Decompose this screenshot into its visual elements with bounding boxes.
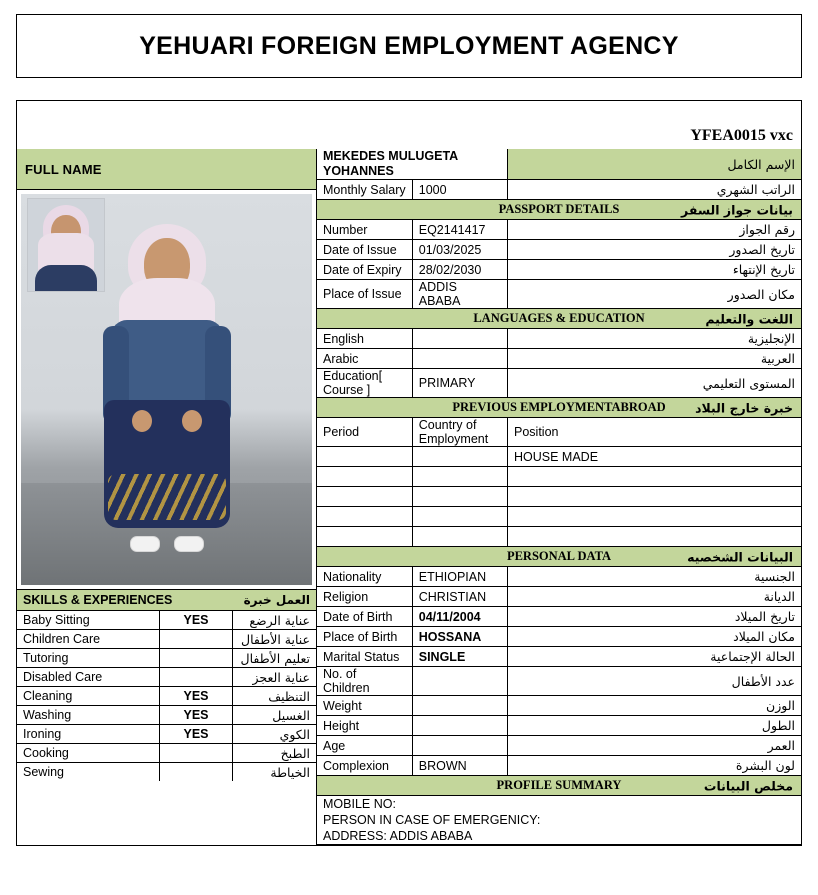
personal-section-title — [317, 547, 801, 567]
table-row — [17, 725, 316, 744]
skill-value — [160, 763, 233, 782]
skill-arabic: تعليم الأطفال — [233, 649, 317, 668]
skill-value: YES — [160, 706, 233, 725]
place-of-birth-label: Place of Birth — [317, 627, 412, 647]
employment-position: HOUSE MADE — [508, 447, 802, 467]
personal-title-ar: البيانات الشخصيه — [687, 549, 793, 564]
age-label: Age — [317, 736, 412, 756]
date-of-issue-label: Date of Issue — [317, 240, 412, 260]
date-of-birth-arabic: تاريخ الميلاد — [508, 607, 802, 627]
applicant-photo — [17, 190, 316, 590]
age-value — [412, 736, 507, 756]
employment-country — [412, 467, 507, 487]
table-row — [317, 696, 801, 716]
full-name-value: MEKEDES MULUGETA YOHANNES — [317, 149, 508, 180]
weight-label: Weight — [317, 696, 412, 716]
profile-title-en: PROFILE SUMMARY — [496, 778, 622, 792]
education-value: PRIMARY — [412, 369, 507, 398]
table-row — [317, 587, 801, 607]
employment-position — [508, 507, 802, 527]
skill-arabic: عناية الأطفال — [233, 630, 317, 649]
religion-label: Religion — [317, 587, 412, 607]
photo-stage — [21, 194, 312, 585]
table-row — [17, 744, 316, 763]
details-table — [317, 149, 801, 845]
religion-arabic: الديانة — [508, 587, 802, 607]
language-arabic-value — [412, 349, 507, 369]
table-row — [317, 736, 801, 756]
profile-line-emergency: PERSON IN CASE OF EMERGENICY: — [323, 813, 541, 827]
table-row — [317, 349, 801, 369]
table-row — [317, 527, 801, 547]
table-row — [317, 607, 801, 627]
figure-hand-left — [132, 410, 152, 432]
height-label: Height — [317, 716, 412, 736]
marital-status-arabic: الحالة الإجتماعية — [508, 647, 802, 667]
profile-section-title — [317, 776, 801, 796]
date-of-expiry-arabic: تاريخ الإنتهاء — [508, 260, 802, 280]
skill-value: YES — [160, 611, 233, 630]
skills-section-header — [17, 590, 316, 610]
reference-box — [16, 100, 802, 149]
employment-position — [508, 487, 802, 507]
skill-name: Cooking — [17, 744, 160, 763]
full-name-arabic: الإسم الكامل — [508, 149, 802, 180]
date-of-birth-value: 04/11/2004 — [412, 607, 507, 627]
passport-title-ar: بيانات جواز السفر — [681, 202, 793, 217]
full-name-header — [17, 149, 316, 190]
passport-number-value: EQ2141417 — [412, 220, 507, 240]
language-english-label: English — [317, 329, 412, 349]
skill-name: Baby Sitting — [17, 611, 160, 630]
skills-header-ar: العمل خبرة — [243, 593, 310, 607]
document-page — [0, 14, 818, 895]
table-row — [317, 260, 801, 280]
table-row — [17, 611, 316, 630]
table-row — [317, 220, 801, 240]
right-column — [317, 149, 801, 845]
place-of-birth-value: HOSSANA — [412, 627, 507, 647]
place-of-issue-arabic: مكان الصدور — [508, 280, 802, 309]
date-of-issue-value: 01/03/2025 — [412, 240, 507, 260]
employment-country — [412, 487, 507, 507]
passport-section-title — [317, 200, 801, 220]
education-label: Education[ Course ] — [317, 369, 412, 398]
agency-header — [16, 14, 802, 78]
profile-summary-body — [317, 796, 801, 845]
skill-name: Sewing — [17, 763, 160, 782]
table-row — [317, 280, 801, 309]
complexion-value: BROWN — [412, 756, 507, 776]
passport-number-label: Number — [317, 220, 412, 240]
complexion-arabic: لون البشرة — [508, 756, 802, 776]
language-arabic-arabic: العربية — [508, 349, 802, 369]
nationality-label: Nationality — [317, 567, 412, 587]
employment-title-en: PREVIOUS EMPLOYMENTABROAD — [452, 400, 666, 414]
nationality-arabic: الجنسية — [508, 567, 802, 587]
marital-status-label: Marital Status — [317, 647, 412, 667]
date-of-expiry-label: Date of Expiry — [317, 260, 412, 280]
personal-section-header — [317, 547, 801, 567]
table-row — [317, 627, 801, 647]
height-arabic: الطول — [508, 716, 802, 736]
employment-period — [317, 527, 412, 547]
table-row — [317, 329, 801, 349]
inset-torso — [35, 265, 97, 291]
language-arabic-label: Arabic — [317, 349, 412, 369]
skill-value — [160, 668, 233, 687]
languages-section-header — [317, 309, 801, 329]
page-title: YEHUARI FOREIGN EMPLOYMENT AGENCY — [139, 31, 679, 60]
skills-header-en: SKILLS & EXPERIENCES — [23, 593, 173, 607]
figure-hand-right — [182, 410, 202, 432]
age-arabic: العمر — [508, 736, 802, 756]
date-of-birth-label: Date of Birth — [317, 607, 412, 627]
languages-section-title — [317, 309, 801, 329]
employment-title-ar: خبرة خارج البلاد — [695, 400, 793, 415]
skill-name: Children Care — [17, 630, 160, 649]
table-row — [317, 240, 801, 260]
employment-country — [412, 447, 507, 467]
skill-arabic: الخياطة — [233, 763, 317, 782]
full-body-figure — [92, 224, 242, 554]
children-count-value — [412, 667, 507, 696]
figure-shoe-left — [130, 536, 160, 552]
employment-headers-row — [317, 418, 801, 447]
skill-name: Disabled Care — [17, 668, 160, 687]
full-name-label: FULL NAME — [25, 161, 102, 177]
employment-section-title — [317, 398, 801, 418]
weight-value — [412, 696, 507, 716]
table-row — [17, 649, 316, 668]
table-row — [17, 763, 316, 782]
employment-country-header: Country of Employment — [412, 418, 507, 447]
monthly-salary-row — [317, 180, 801, 200]
religion-value: CHRISTIAN — [412, 587, 507, 607]
skill-arabic: الكوي — [233, 725, 317, 744]
skill-name: Washing — [17, 706, 160, 725]
languages-title-ar: اللغت والتعليم — [705, 311, 793, 326]
employment-country — [412, 507, 507, 527]
skill-arabic: عناية الرضع — [233, 611, 317, 630]
employment-period-header: Period — [317, 418, 412, 447]
place-of-issue-label: Place of Issue — [317, 280, 412, 309]
monthly-salary-label: Monthly Salary — [317, 180, 412, 200]
table-row — [317, 369, 801, 398]
skill-arabic: الغسيل — [233, 706, 317, 725]
skill-name: Ironing — [17, 725, 160, 744]
children-count-label: No. of Children — [317, 667, 412, 696]
place-of-issue-value: ADDIS ABABA — [412, 280, 507, 309]
passport-number-arabic: رقم الجواز — [508, 220, 802, 240]
monthly-salary-value: 1000 — [412, 180, 507, 200]
employment-period — [317, 507, 412, 527]
skill-name: Tutoring — [17, 649, 160, 668]
table-row — [17, 630, 316, 649]
skill-value — [160, 649, 233, 668]
table-row — [17, 668, 316, 687]
table-row — [317, 447, 801, 467]
passport-section-header — [317, 200, 801, 220]
marital-status-value: SINGLE — [412, 647, 507, 667]
employment-position-header: Position — [508, 418, 802, 447]
date-of-issue-arabic: تاريخ الصدور — [508, 240, 802, 260]
skill-arabic: عناية العجز — [233, 668, 317, 687]
profile-section-header — [317, 776, 801, 796]
main-grid — [16, 149, 802, 846]
reference-code: YFEA0015 vxc — [690, 127, 793, 144]
table-row — [317, 467, 801, 487]
passport-title-en: PASSPORT DETAILS — [498, 202, 620, 216]
skill-value — [160, 630, 233, 649]
profile-title-ar: مخلص البيانات — [703, 778, 793, 793]
personal-title-en: PERSONAL DATA — [506, 549, 612, 563]
children-count-arabic: عدد الأطفال — [508, 667, 802, 696]
date-of-expiry-value: 28/02/2030 — [412, 260, 507, 280]
employment-position — [508, 527, 802, 547]
profile-body-row — [317, 796, 801, 845]
weight-arabic: الوزن — [508, 696, 802, 716]
employment-section-header — [317, 398, 801, 418]
skill-arabic: التنظيف — [233, 687, 317, 706]
table-row — [317, 716, 801, 736]
employment-period — [317, 487, 412, 507]
place-of-birth-arabic: مكان الميلاد — [508, 627, 802, 647]
employment-period — [317, 447, 412, 467]
table-row — [317, 756, 801, 776]
table-row — [17, 687, 316, 706]
profile-line-address: ADDRESS: ADDIS ABABA — [323, 829, 473, 843]
language-english-arabic: الإنجليزية — [508, 329, 802, 349]
profile-line-mobile: MOBILE NO: — [323, 797, 396, 811]
skill-value: YES — [160, 687, 233, 706]
skill-value: YES — [160, 725, 233, 744]
height-value — [412, 716, 507, 736]
table-row — [317, 667, 801, 696]
left-column — [17, 149, 317, 845]
language-english-value — [412, 329, 507, 349]
skill-arabic: الطبخ — [233, 744, 317, 763]
table-row — [317, 487, 801, 507]
table-row — [317, 567, 801, 587]
skills-table — [17, 610, 316, 781]
figure-shoe-right — [174, 536, 204, 552]
table-row — [317, 647, 801, 667]
employment-country — [412, 527, 507, 547]
employment-period — [317, 467, 412, 487]
languages-title-en: LANGUAGES & EDUCATION — [473, 311, 645, 325]
employment-position — [508, 467, 802, 487]
nationality-value: ETHIOPIAN — [412, 567, 507, 587]
skill-value — [160, 744, 233, 763]
skill-name: Cleaning — [17, 687, 160, 706]
full-name-row — [317, 149, 801, 180]
complexion-label: Complexion — [317, 756, 412, 776]
education-arabic: المستوى التعليمي — [508, 369, 802, 398]
table-row — [317, 507, 801, 527]
table-row — [17, 706, 316, 725]
monthly-salary-arabic: الراتب الشهري — [508, 180, 802, 200]
figure-dress-pattern — [108, 474, 226, 520]
